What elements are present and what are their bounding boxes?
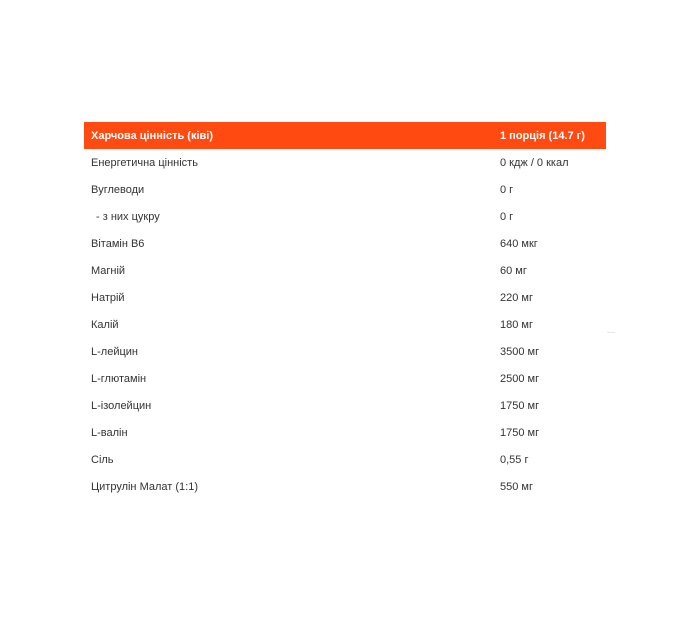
table-row [84, 311, 606, 338]
nutrient-value: 180 мг [500, 318, 533, 331]
nutrient-value: 550 мг [500, 480, 533, 493]
table-row [84, 446, 606, 473]
nutrient-name: L-ізолейцин [91, 399, 152, 412]
nutrient-name: Калій [91, 318, 119, 331]
nutrient-name: Вітамін B6 [91, 237, 145, 250]
table-row [84, 149, 606, 176]
header-value-cell: 1 порція (14.7 г) [500, 129, 585, 142]
nutrient-name: Енергетична цінність [91, 156, 198, 169]
nutrient-value: 2500 мг [500, 372, 540, 385]
nutrient-value: 3500 мг [500, 345, 540, 358]
nutrient-name: Натрій [91, 291, 125, 304]
nutrient-value: 0,55 г [500, 453, 529, 466]
nutrition-table [84, 122, 606, 500]
table-row [84, 338, 606, 365]
table-row [84, 392, 606, 419]
nutrient-value: 0 г [500, 183, 514, 196]
table-row [84, 203, 606, 230]
nutrient-name: Цитрулін Малат (1:1) [91, 480, 198, 493]
nutrient-value: 1750 мг [500, 399, 540, 412]
table-row [84, 419, 606, 446]
nutrient-value: 0 кдж / 0 ккал [500, 156, 569, 169]
nutrient-name: - з них цукру [96, 210, 160, 223]
nutrient-name: Сіль [91, 453, 114, 466]
table-row [84, 365, 606, 392]
nutrient-name: L-валін [91, 426, 128, 439]
nutrient-value: 0 г [500, 210, 514, 223]
table-row [84, 473, 606, 500]
nutrient-value: 60 мг [500, 264, 527, 277]
nutrient-name: Вуглеводи [91, 183, 145, 196]
decorative-divider [607, 332, 615, 333]
table-row [84, 257, 606, 284]
table-row [84, 176, 606, 203]
nutrient-value: 1750 мг [500, 426, 540, 439]
table-row [84, 230, 606, 257]
table-header-row [84, 122, 606, 149]
header-name-cell: Харчова цінність (ківі) [91, 129, 213, 142]
nutrient-value: 640 мкг [500, 237, 538, 250]
nutrient-name: Магній [91, 264, 126, 277]
nutrient-name: L-глютамін [91, 372, 147, 385]
nutrient-value: 220 мг [500, 291, 533, 304]
table-row [84, 284, 606, 311]
nutrient-name: L-лейцин [91, 345, 138, 358]
